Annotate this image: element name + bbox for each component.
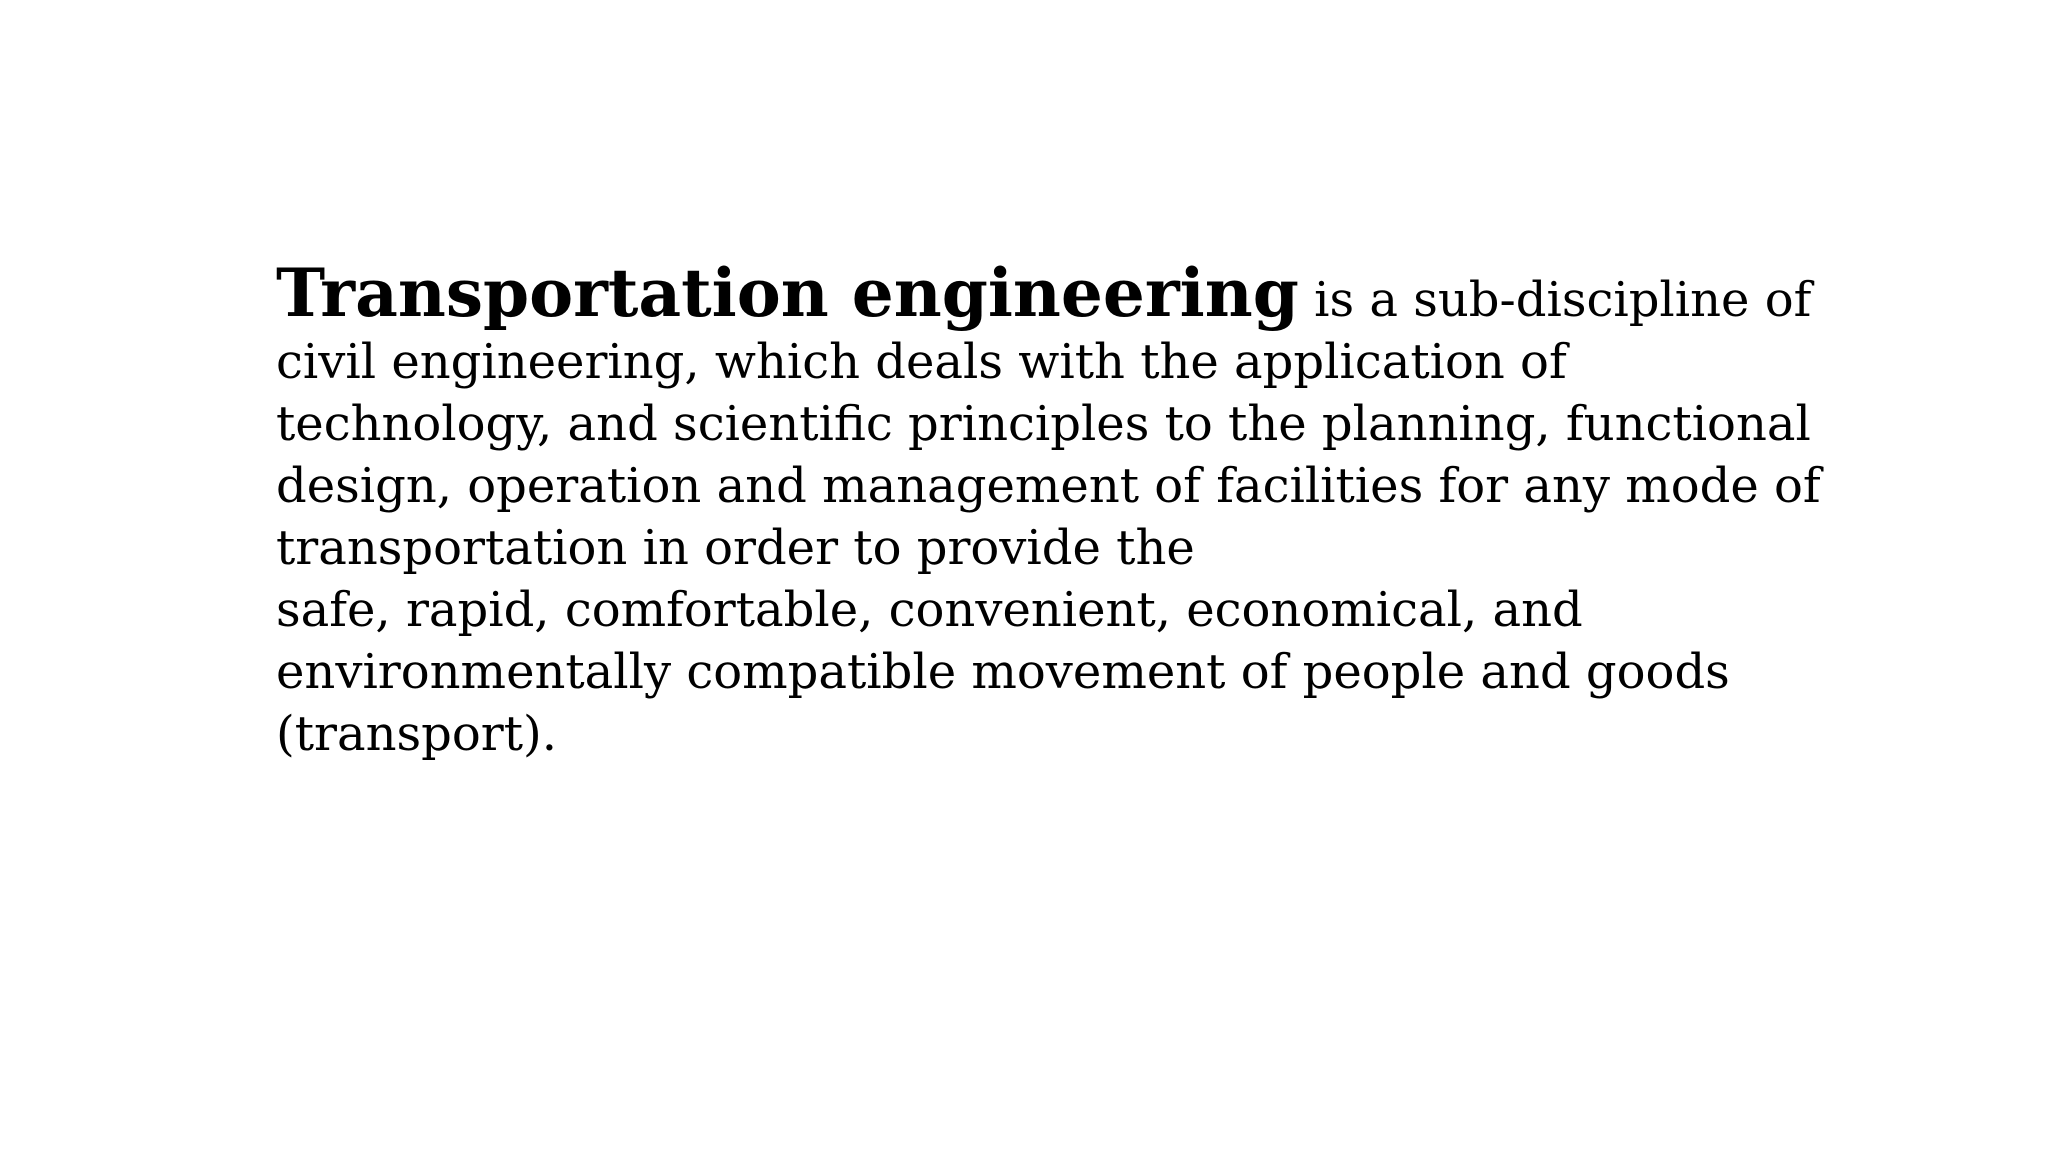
paragraph-line-5: transportation in order to provide the	[276, 520, 1195, 576]
paragraph-line-2: civil engineering, which deals with the application of	[276, 334, 1567, 390]
definition-paragraph	[276, 254, 1896, 765]
defined-term: Transportation engineering	[276, 254, 1299, 332]
paragraph-line-8: (transport).	[276, 706, 557, 762]
paragraph-line-4: design, operation and management of facilities for any mode of	[276, 458, 1821, 514]
paragraph-line-7: environmentally compatible movement of people and goods	[276, 644, 1730, 700]
paragraph-line-text: is a sub-discipline of	[1298, 272, 1812, 328]
paragraph-line-1	[276, 254, 1896, 332]
paragraph-line-6: safe, rapid, comfortable, convenient, economical, and	[276, 582, 1583, 638]
paragraph-line-3: technology, and scientific principles to the planning, functional	[276, 396, 1811, 452]
